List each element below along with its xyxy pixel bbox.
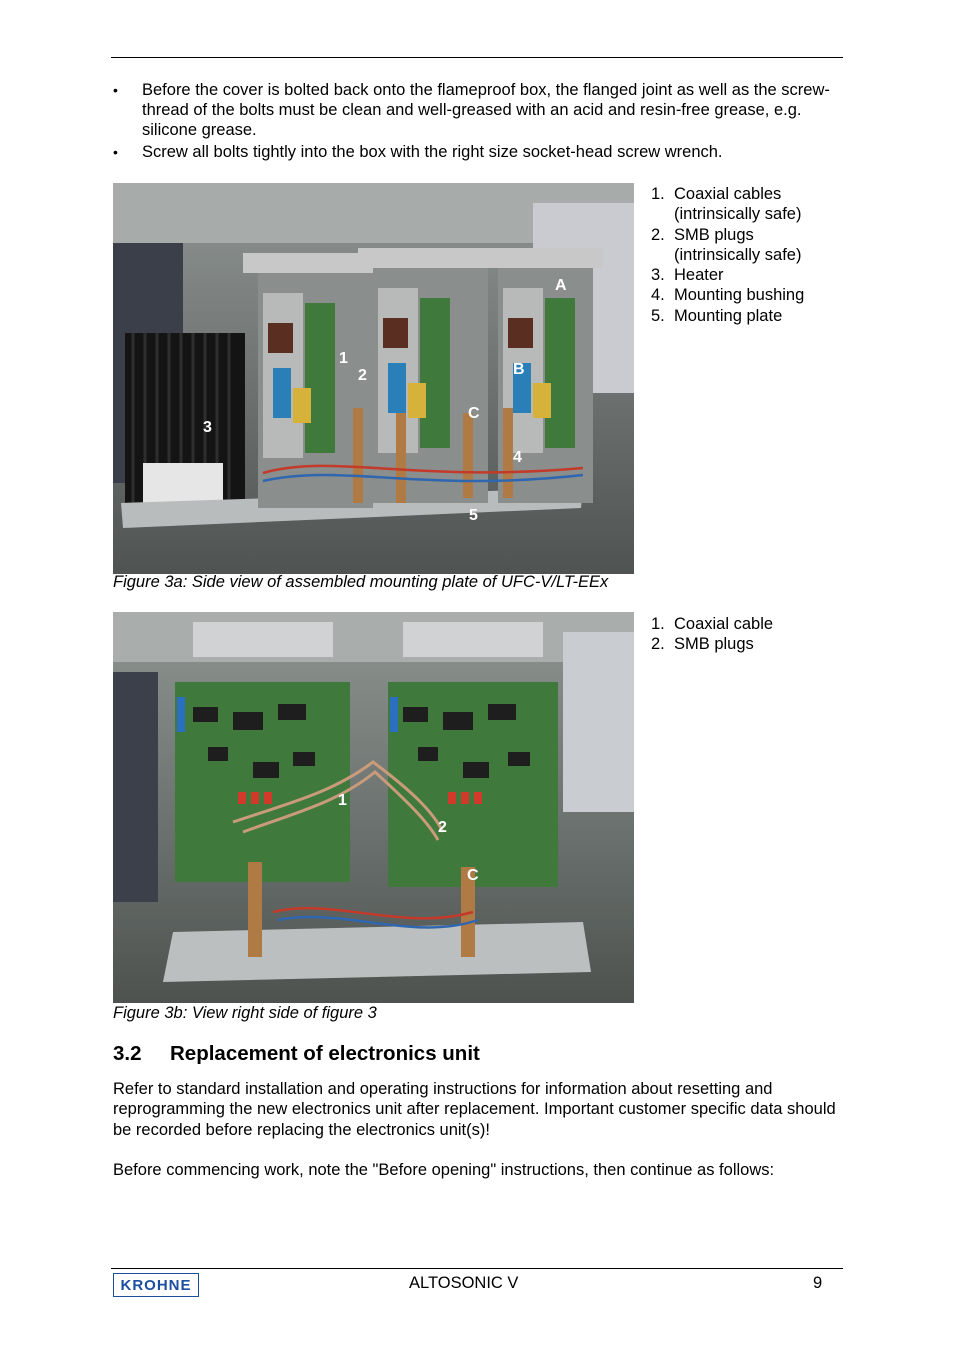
figure-3a-label-b: B (513, 361, 525, 378)
figure-3b-caption: Figure 3b: View right side of figure 3 (113, 1004, 377, 1022)
figure-3a-label-5: 5 (469, 507, 478, 524)
figure-3a-label-c: C (468, 405, 480, 422)
section-heading (113, 1042, 480, 1066)
figure-3b-photo (113, 612, 634, 1003)
figure-3a-label-1: 1 (339, 350, 348, 367)
legend-item: 2. SMB plugs (651, 635, 754, 654)
legend-item: 1. Coaxial cables (intrinsically safe) (651, 185, 802, 224)
footer-rule (111, 1268, 843, 1269)
legend-item: 2. SMB plugs (intrinsically safe) (651, 225, 802, 264)
figure-3a-legend (651, 184, 804, 326)
figure-3a-label-2: 2 (358, 367, 367, 384)
figure-3b-label-2: 2 (438, 819, 447, 836)
legend-item: 4. Mounting bushing (651, 286, 805, 305)
legend-item: 3. Heater (651, 266, 724, 285)
figure-3b-legend (651, 614, 773, 655)
figure-3a-caption: Figure 3a: Side view of assembled mounting plate of UFC-V/LT-EEx (113, 573, 609, 591)
figure-3a-label-4: 4 (513, 449, 522, 466)
section-title: Replacement of electronics unit (170, 1042, 480, 1065)
legend-item: 5. Mounting plate (651, 306, 783, 325)
logo-text: KROHNE (120, 1276, 192, 1294)
figure-3a-label-a: A (555, 277, 567, 294)
instruction-list (113, 80, 833, 164)
page-number: 9 (813, 1274, 823, 1292)
figure-3a-label-3: 3 (203, 419, 212, 436)
header-rule (111, 57, 843, 58)
legend-item: 1. Coaxial cable (651, 615, 774, 633)
figure-3b-label-c: C (467, 867, 479, 884)
krohne-logo (113, 1273, 199, 1297)
section-number: 3.2 (113, 1042, 142, 1065)
figure-3a-photo (113, 183, 634, 574)
section-paragraph: Before commencing work, note the "Before opening" instructions, then continue as follows: (113, 1161, 775, 1179)
bullet-item: • Before the cover is bolted back onto the flameproof box, the flanged joint as well as the screw-thread of the bolts must be clean and well-greased with an acid and resin-free grease, e.g. silicone grease. (113, 80, 833, 140)
figure-3b-label-1: 1 (338, 792, 347, 809)
bullet-item: • Screw all bolts tightly into the box with the right size socket-head screw wrench. (113, 142, 833, 162)
section-paragraph: Refer to standard installation and operating instructions for information about resetting and reprogramming the new electronics unit after replacement. Important customer specific data should be recorded before replacing the electronics unit(s)! (113, 1080, 836, 1139)
footer-title: ALTOSONIC V (409, 1274, 519, 1292)
